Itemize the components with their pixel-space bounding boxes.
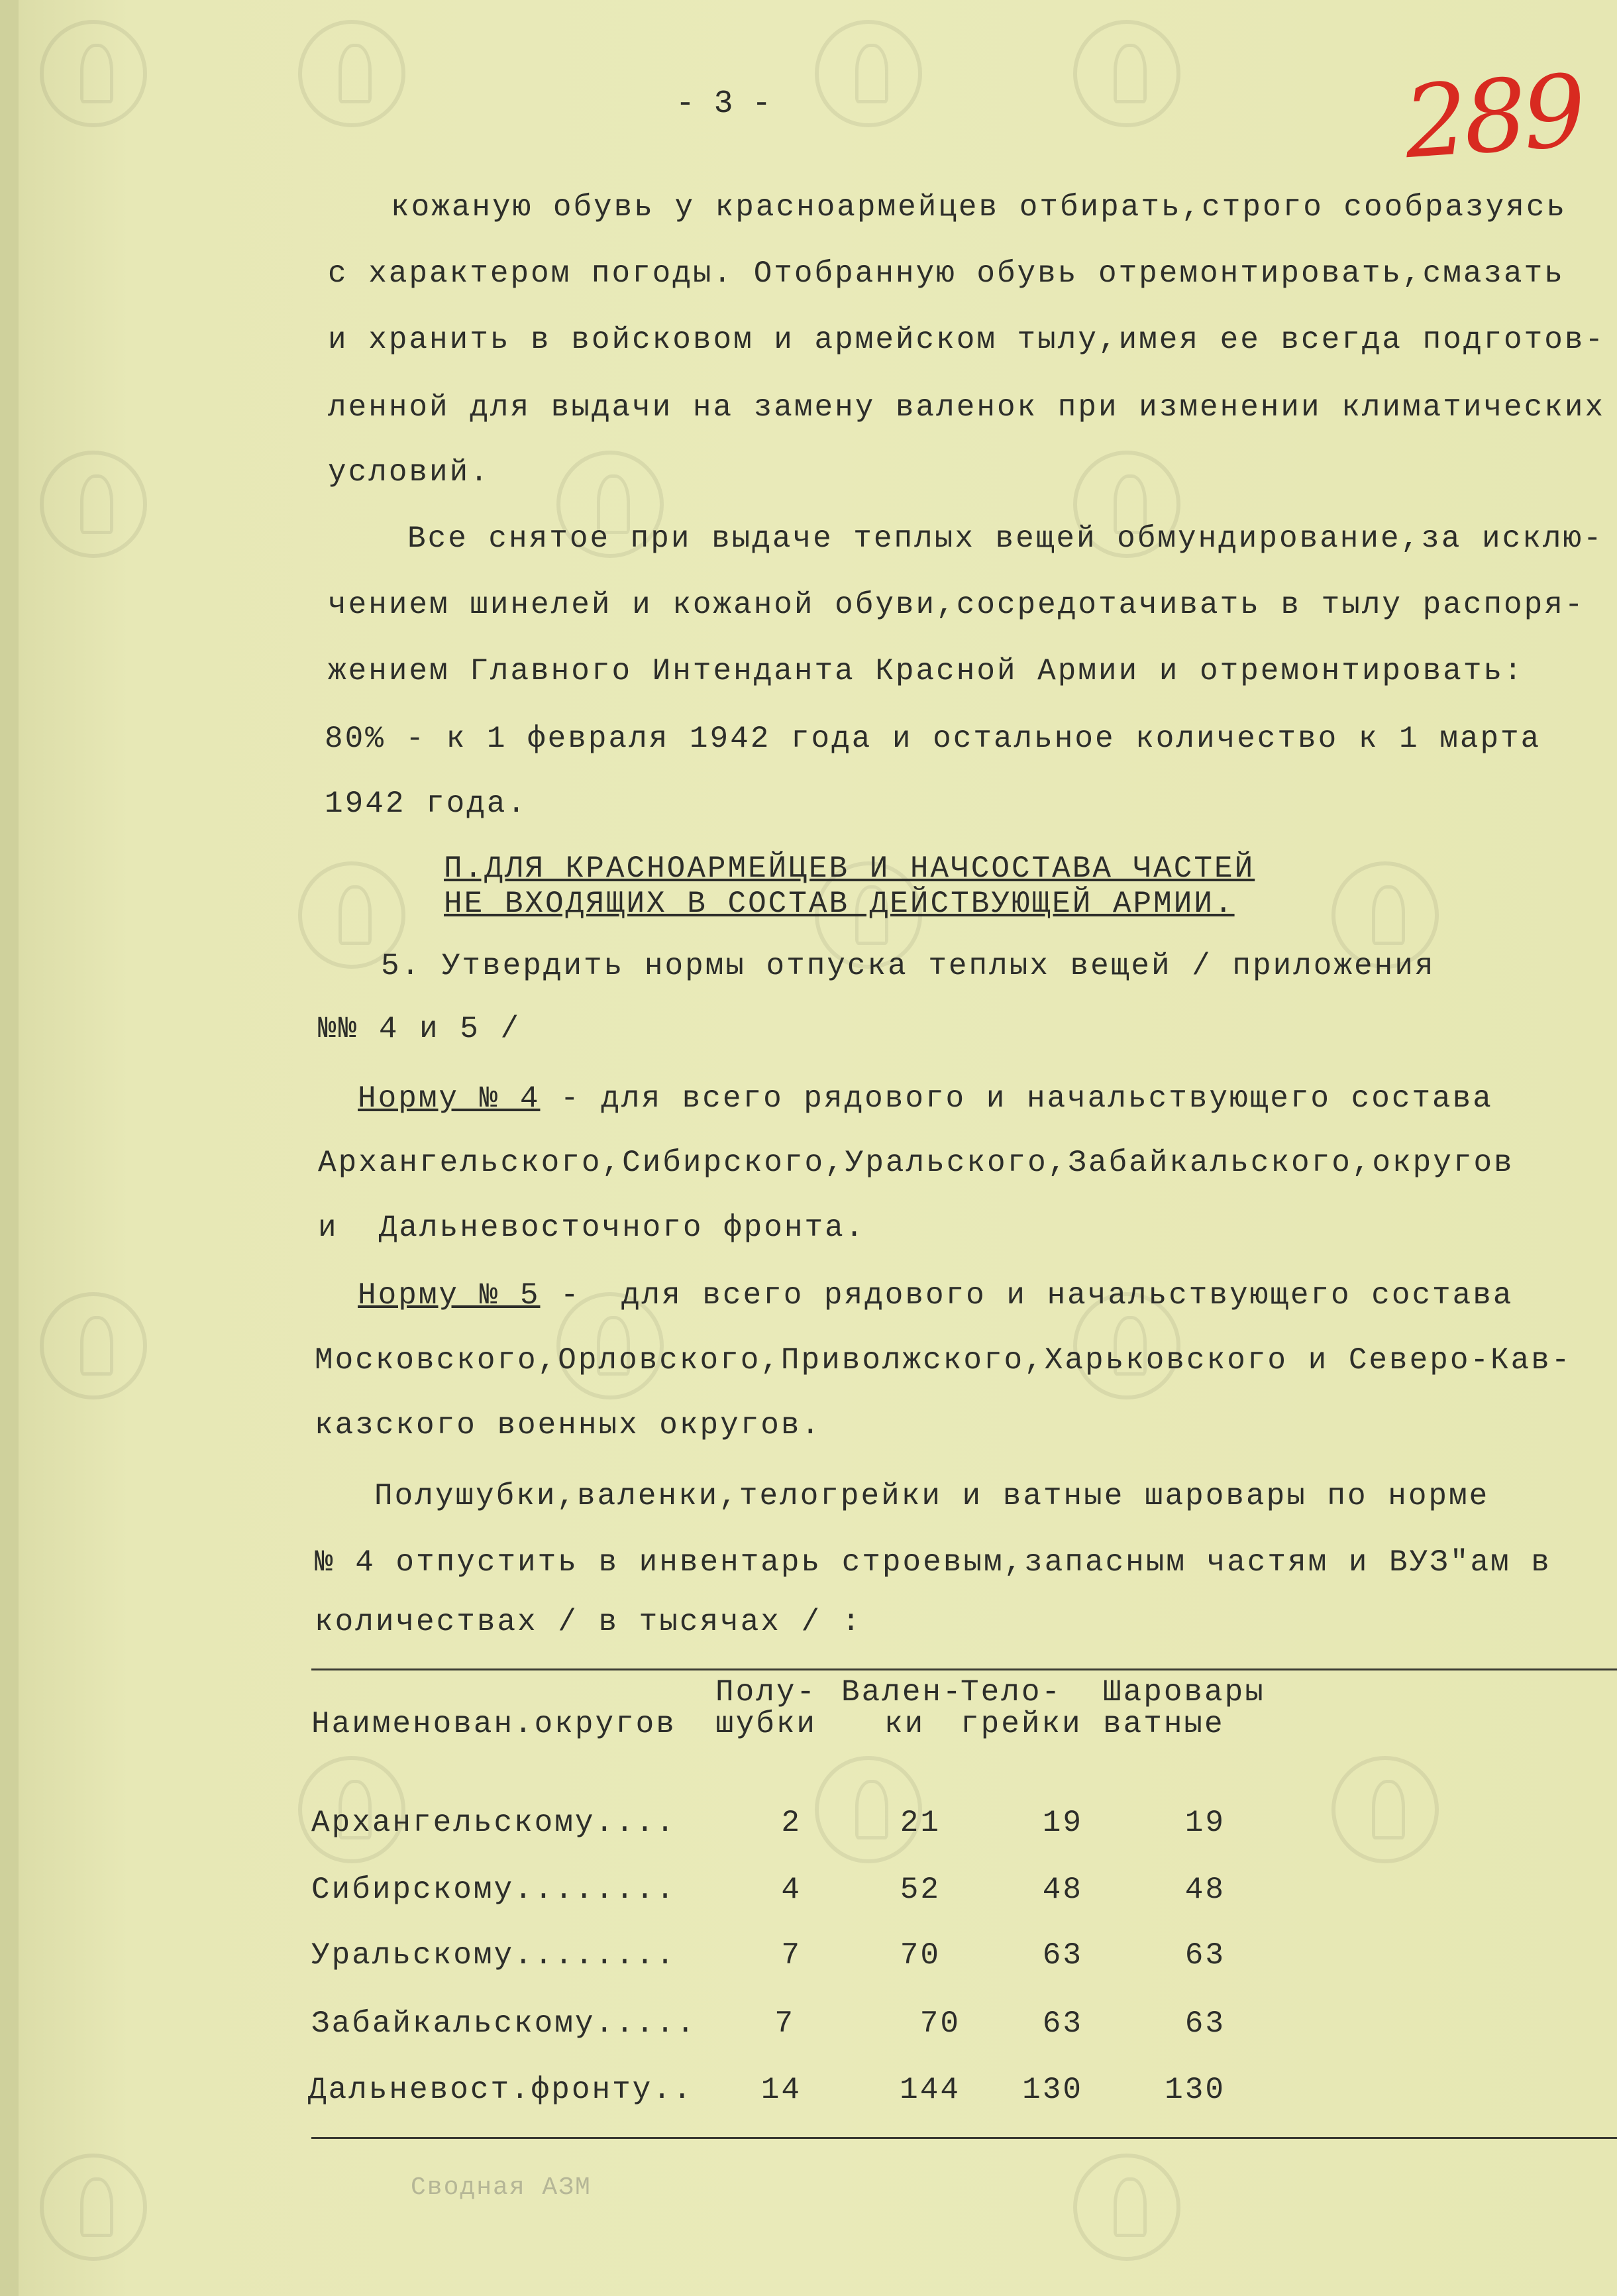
table-cell: 4 [781,1873,802,1907]
text-line: Московского,Орловского,Приволжского,Харьковского и Северо-Кав- [315,1343,1572,1378]
table-cell: 48 [1042,1873,1083,1907]
table-cell: 48 [1184,1873,1226,1907]
norm-4-line [358,1083,1493,1114]
faint-stamp-text: Сводная АЗМ [411,2173,592,2202]
table-cell: 63 [1042,1938,1083,1973]
table-cell: 7 [774,2006,795,2041]
page-number: - 3 - [676,86,772,122]
table-cell: 63 [1042,2006,1083,2041]
section-heading: НЕ ВХОДЯЩИХ В СОСТАВ ДЕЙСТВУЮЩЕЙ АРМИИ. [444,887,1235,921]
table-row-name: Сибирскому........ [311,1873,676,1907]
table-cell: 63 [1184,2006,1226,2041]
table-cell: 19 [1184,1806,1226,1840]
table-cell: 130 [1022,2073,1083,2107]
text-line: кожаную обувь у красноармейцев отбирать,строго сообразуясь [391,190,1567,225]
text-line: казского военных округов. [315,1408,822,1443]
table-header-cell: грейки [961,1707,1082,1741]
text-line: Архангельского,Сибирского,Уральского,Забайкальского,округов [318,1146,1514,1180]
norm-5-line [358,1280,1513,1311]
text-line: количествах / в тысячах / : [315,1605,862,1639]
table-top-rule [311,1668,1617,1670]
table-cell: 2 [781,1806,802,1840]
norm-5-text: - для всего рядового и начальствующего состава [540,1278,1514,1313]
table-header-name: Наименован.округов [311,1707,676,1741]
left-page-edge [0,0,19,2296]
watermark-emblem [815,20,922,127]
text-line: чением шинелей и кожаной обуви,сосредотачивать в тылу распоря- [328,588,1585,622]
table-cell: 7 [781,1938,802,1973]
table-row-name: Уральскому........ [311,1938,676,1973]
watermark-emblem [1073,20,1180,127]
text-line: 80% - к 1 февраля 1942 года и остальное количество к 1 марта [325,722,1541,756]
table-row-name: Дальневост.фронту.. [308,2073,694,2107]
table-header-cell: Полу- [715,1675,817,1710]
table-header-cell: Шаровары [1103,1675,1265,1710]
table-header-cell: ки [884,1707,925,1741]
text-line: ленной для выдачи на замену валенок при изменении климатических [328,390,1606,425]
text-line: 5. Утвердить нормы отпуска теплых вещей / приложения [381,949,1435,983]
table-row-name: Забайкальскому..... [311,2006,697,2041]
table-cell: 52 [900,1873,941,1907]
text-line: с характером погоды. Отобранную обувь отремонтировать,смазать [328,256,1565,291]
table-header-cell: Тело- [961,1675,1063,1710]
text-line: № 4 отпустить в инвентарь строевым,запасным частям и ВУЗ"ам в [315,1545,1551,1580]
watermark-emblem [298,20,405,127]
table-cell: 14 [760,2073,802,2107]
section-heading: П.ДЛЯ КРАСНОАРМЕЙЦЕВ И НАЧСОСТАВА ЧАСТЕЙ [444,851,1255,886]
watermark-emblem [40,20,147,127]
table-cell: 144 [900,2073,961,2107]
table-header-cell: ватные [1103,1707,1225,1741]
text-line: и Дальневосточного фронта. [318,1211,866,1245]
table-cell: 70 [900,1938,941,1973]
watermark-emblem [1073,2154,1180,2261]
text-line: и хранить в войсковом и армейском тылу,имея ее всегда подготов- [328,323,1606,357]
norm-4-label: Норму № 4 [358,1081,541,1116]
table-header-cell: шубки [715,1707,817,1741]
watermark-emblem [40,2154,147,2261]
text-line: жением Главного Интенданта Красной Армии и отремонтировать: [328,654,1524,688]
table-cell: 63 [1184,1938,1226,1973]
text-line: условий. [328,455,490,490]
table-cell: 130 [1165,2073,1226,2107]
norm-5-label: Норму № 5 [358,1278,541,1313]
text-line: 1942 года. [325,787,528,821]
watermark-emblem [40,451,147,558]
table-bottom-rule [311,2137,1617,2139]
text-line: Полушубки,валенки,телогрейки и ватные шаровары по норме [374,1479,1490,1513]
table-cell: 70 [919,2006,961,2041]
text-line: №№ 4 и 5 / [318,1012,521,1046]
watermark-emblem [1331,1756,1439,1863]
text-line: Все снятое при выдаче теплых вещей обмундирование,за исклю- [407,521,1604,556]
table-row-name: Архангельскому.... [311,1806,676,1840]
table-header-cell: Вален- [841,1675,963,1710]
table-cell: 19 [1042,1806,1083,1840]
norm-4-text: - для всего рядового и начальствующего состава [540,1081,1493,1116]
handwritten-folio-number: 289 [1400,53,1587,182]
watermark-emblem [40,1292,147,1399]
table-cell: 21 [900,1806,941,1840]
